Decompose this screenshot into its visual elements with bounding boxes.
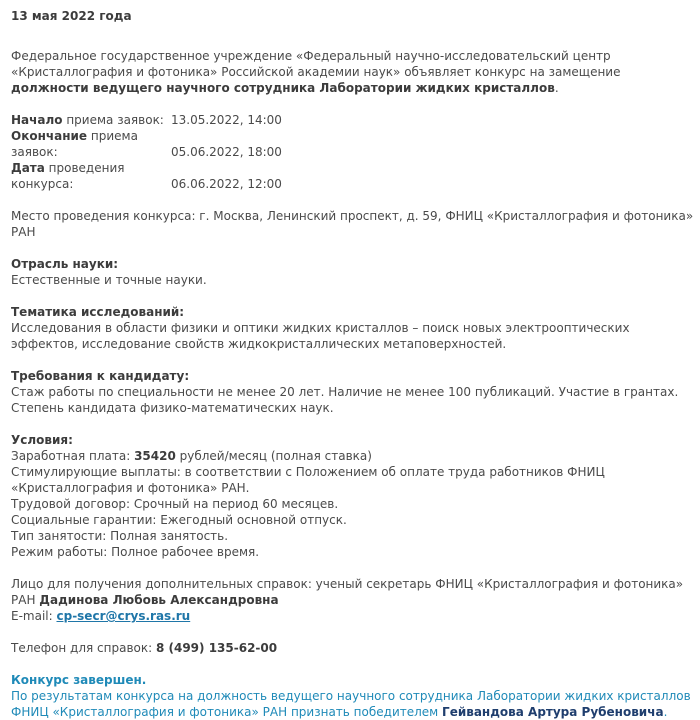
schedule-start [11,112,694,128]
contact-line [11,576,694,608]
result-body: По результатам конкурса на должность ведущего научного сотрудника Лаборатории жидких кристаллов ФНИЦ «Кристаллография и фотоника» РАН признать победителем [11,689,691,719]
conditions-line-guarantees: Социальные гарантии: Ежегодный основной отпуск. [11,513,347,527]
phone-label: Телефон для справок: [11,641,156,655]
intro-end: . [554,81,559,95]
schedule-end-label: Окончание [11,129,88,143]
result-title: Конкурс завершен. [11,673,147,687]
intro-paragraph [11,48,694,96]
requirements-heading-text: Требования к кандидату: [11,369,190,383]
announcement-date: 13 мая 2022 года [11,9,132,23]
salary-suffix: рублей/месяц (полная ставка) [175,449,372,463]
salary-line [11,448,694,464]
contact-text: Лицо для получения дополнительных справок: ученый секретарь ФНИЦ «Кристаллография и фотоника» РАН [11,577,684,607]
contact-name: Дадинова Любовь Александровна [39,593,279,607]
science-heading-text: Отрасль науки: [11,257,119,271]
phone-value: 8 (499) 135-62-00 [155,641,278,655]
topic-text: Исследования в области физики и оптики жидких кристаллов – поиск новых электрооптических эффектов, исследование свойств жидкокристаллических метаповерхностей. [11,321,630,351]
schedule-end-rest: приема заявок: [11,129,138,159]
schedule-end-value: 05.06.2022, 18:00 [171,145,282,159]
result-text [11,688,694,720]
schedule-contest-rest: проведения конкурса: [11,161,125,191]
email-link[interactable]: cp-secr@crys.ras.ru [56,609,191,623]
phone-line [11,640,694,656]
conditions-line-bonus: Стимулирующие выплаты: в соответствии с Положением об оплате труда работников ФНИЦ «Кристаллография и фотоника» РАН. [11,465,605,495]
conditions-line-contract: Трудовой договор: Срочный на период 60 месяцев. [11,497,339,511]
schedule-contest-value: 06.06.2022, 12:00 [171,177,282,191]
topic-heading-text: Тематика исследований: [11,305,185,319]
requirements-text: Стаж работы по специальности не менее 20 лет. Наличие не менее 100 публикаций. Участие в грантах. Степень кандидата физико-математических наук. [11,385,679,415]
conditions-heading-text: Условия: [11,433,73,447]
schedule-start-label: Начало [11,113,63,127]
conditions-line-schedule: Режим работы: Полное рабочее время. [11,545,260,559]
schedule-end [11,128,694,160]
winner-name: Гейвандова Артура Рубеновича [442,705,664,719]
position-title: должности ведущего научного сотрудника Лаборатории жидких кристаллов [11,81,555,95]
intro-text: Федеральное государственное учреждение «Федеральный научно-исследовательский центр «Кристаллография и фотоника» Российской академии наук» объявляет конкурс на замещение [11,49,621,79]
schedule-start-value: 13.05.2022, 14:00 [171,113,282,127]
schedule-contest [11,160,694,192]
schedule-start-rest: приема заявок: [62,113,164,127]
schedule-contest-label: Дата [11,161,45,175]
email-label: E-mail: [11,609,57,623]
salary-label: Заработная плата: [11,449,135,463]
requirements-heading [11,368,694,384]
result-end: . [663,705,668,719]
email-line [11,608,694,624]
topic-heading [11,304,694,320]
science-text: Естественные и точные науки. [11,273,207,287]
conditions-line-employment: Тип занятости: Полная занятость. [11,529,229,543]
location-line: Место проведения конкурса: г. Москва, Ленинский проспект, д. 59, ФНИЦ «Кристаллография и фотоника» РАН [11,209,694,239]
salary-value: 35420 [134,449,176,463]
conditions-heading [11,432,694,448]
science-heading [11,256,694,272]
